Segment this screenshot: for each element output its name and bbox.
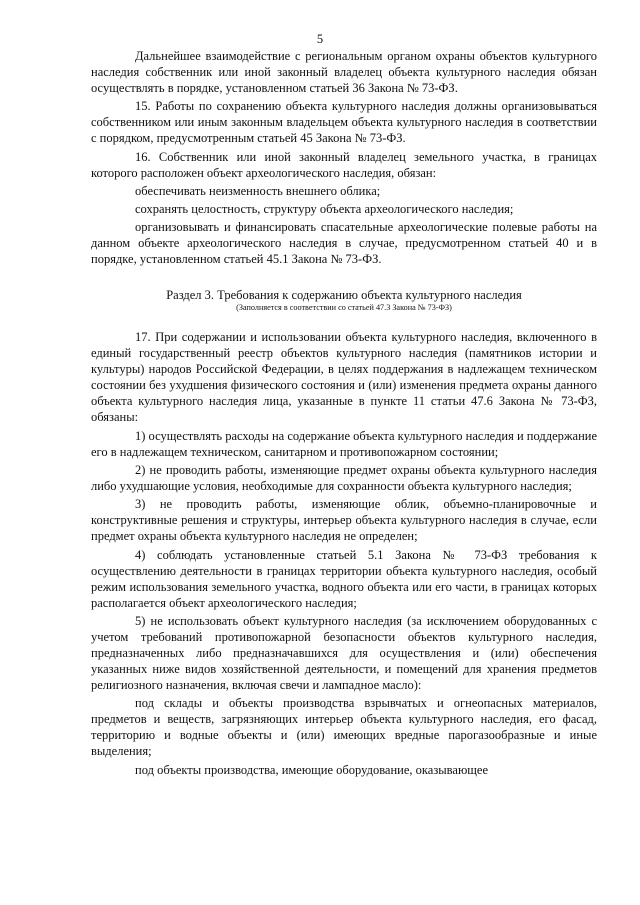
- list-item: 4) соблюдать установленные статьей 5.1 Закона № 73-ФЗ требования к осуществлению деятельности в границах территории объекта культурного наследия, особый режим использования земельного участка, водного объекта или его части, в границах которых располагается объект археологического наследия;: [91, 547, 597, 610]
- page-number: 5: [316, 32, 324, 46]
- paragraph: обеспечивать неизменность внешнего облика;: [135, 183, 381, 198]
- paragraph: 16. Собственник или иной законный владелец земельного участка, в границах которого расположен объект археологического наследия, обязан:: [91, 149, 597, 180]
- list-item: 1) осуществлять расходы на содержание объекта культурного наследия и поддержание его в надлежащем техническом, санитарном и противопожарном состоянии;: [91, 428, 598, 459]
- paragraph: сохранять целостность, структуру объекта археологического наследия;: [135, 202, 514, 217]
- list-item: 2) не проводить работы, изменяющие предмет охраны объекта культурного наследия либо ухудшающие условия, необходимые для сохранности объекта культурного наследия;: [91, 463, 597, 494]
- section-note: (Заполняется в соответствии со статьей 47.3 Закона № 73-ФЗ): [236, 303, 452, 313]
- list-item: 3) не проводить работы, изменяющие облик, объемно-планировочные и конструктивные решения и структуры, интерьер объекта культурного наследия в случае, если предмет охраны объекта культурного наследия не определен;: [91, 497, 597, 544]
- paragraph: под объекты производства, имеющие оборудование, оказывающее: [135, 762, 489, 777]
- document-body: [91, 48, 597, 780]
- paragraph: 17. При содержании и использовании объекта культурного наследия, включенного в единый государственный реестр объектов культурного наследия (памятников истории и культуры) народов Российской Федерации, в целях поддержания в надлежащем техническом состоянии без ухудшения физического состояния и (или) изменения предмета охраны данного объекта культурного наследия лица, указанные в пункте 11 статьи 47.6 Закона № 73-ФЗ, обязаны:: [91, 330, 597, 425]
- paragraph: под склады и объекты производства взрывчатых и огнеопасных материалов, предметов и веществ, загрязняющих интерьер объекта культурного наследия, его фасад, территорию и водные объекты и (или) имеющих вредные парогазообразные и иные выделения;: [91, 696, 597, 759]
- list-item: 5) не использовать объект культурного наследия (за исключением оборудованных с учетом требований противопожарной безопасности объектов культурного наследия, предназначенных либо предназначавшихся для осуществления и (или) обеспечения указанных ниже видов хозяйственной деятельности, и помещений для хранения предметов религиозного назначения, включая свечи и лампадное масло):: [91, 613, 597, 692]
- paragraph: Дальнейшее взаимодействие с региональным органом охраны объектов культурного наследия собственник или иной законный владелец объекта культурного наследия обязан осуществлять в порядке, установленном статьей 36 Закона № 73-ФЗ.: [91, 49, 597, 95]
- section-title: Раздел 3. Требования к содержанию объекта культурного наследия: [166, 288, 522, 303]
- paragraph: организовывать и финансировать спасательные археологические полевые работы на данном объекте археологического наследия в случае, предусмотренном статьей 40 и в порядке, установленном статьей 45.1 Закона № 73-ФЗ.: [91, 220, 597, 267]
- paragraph: 15. Работы по сохранению объекта культурного наследия должны организовываться собственником или иным законным владельцем объекта культурного наследия в соответствии с порядком, предусмотренным статьей 45 Закона № 73-ФЗ.: [91, 99, 597, 146]
